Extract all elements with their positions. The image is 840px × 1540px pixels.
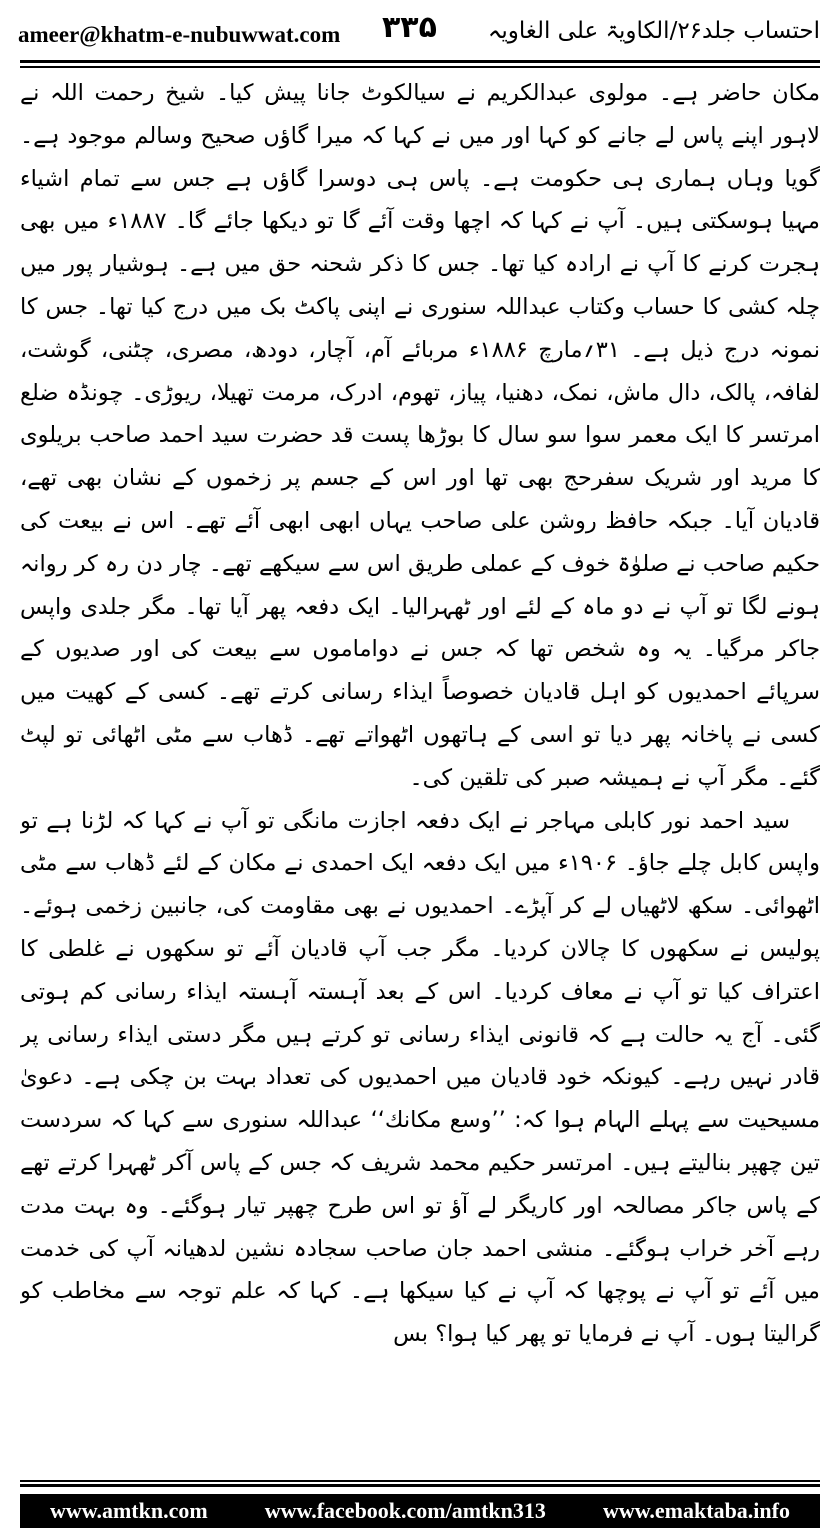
header-email: ameer@khatm-e-nubuwwat.com xyxy=(18,22,341,47)
header-rule xyxy=(20,60,820,63)
footer-rule-thin xyxy=(20,1480,820,1482)
header-rule-thin xyxy=(20,66,820,68)
footer-link-facebook[interactable]: www.facebook.com/amtkn313 xyxy=(264,1498,546,1523)
footer-bar xyxy=(20,1494,820,1528)
paragraph: مکان حاضر ہے۔ مولوی عبدالکریم نے سیالکوٹ جانا پیش کیا۔ شیخ رحمت اللہ نے لاہور اپنے پاس لے جانے کو کہا اور میں نے کہا کہ میرا گاؤں صحیح وسالم موجود ہے۔ گویا وہاں ہماری ہی حکومت ہے۔ پاس ہی دوسرا گاؤں ہے جس سے تمام اشیاء مہیا ہوسکتی ہیں۔ آپ نے کہا کہ اچھا وقت آئے گا تو دیکھا جائے گا۔ ۱۸۸۷ء میں بھی ہجرت کرنے کا آپ نے ارادہ کیا تھا۔ جس کا ذکر شحنہ حق میں ہے۔ ہوشیار پور میں چلہ کشی کا حساب وکتاب عبداللہ سنوری نے اپنی پاکٹ بک میں درج کیا تھا۔ جس کا نمونہ درج ذیل ہے۔ ۳۱؍مارچ ۱۸۸۶ء مربائے آم، آچار، دودھ، مصری، چٹنی، گوشت، لفافہ، پالک، دال ماش، نمک، دھنیا، پیاز، تھوم، ادرک، مرمت تھیلا، ریوڑی۔ چونڈہ ضلع امرتسر کا ایک معمر سوا سو سال کا بوڑھا پست قد حضرت سید احمد صاحب بریلوی کا مرید اور شریک سفرحج بھی تھا اور اس کے جسم پر زخموں کے نشان بھی تھے، قادیان آیا۔ جبکہ حافظ روشن علی صاحب یہاں ابھی ابھی آئے تھے۔ اس نے بیعت کی حکیم صاحب نے صلوٰۃ خوف کے عملی طریق اس سے سیکھے تھے۔ چار دن رہ کر روانہ ہونے لگا تو آپ نے دو ماہ کے لئے اور ٹھہرالیا۔ ایک دفعہ پھر آیا تھا۔ مگر جلدی واپس جاکر مرگیا۔ یہ وہ شخص تھا کہ جس نے دواماموں سے بیعت کی اور صدیوں کے سرپائے احمدیوں کو اہل قادیان خصوصاً ایذاء رسانی کرتے تھے۔ کسی کے کھیت میں کسی نے پاخانہ پھر دیا تو اسی کے ہاتھوں اٹھواتے تھے۔ ڈھاب سے مٹی اٹھائی تو لپٹ گئے۔ مگر آپ نے ہمیشہ صبر کی تلقین کی۔ xyxy=(20,80,820,791)
footer-rule xyxy=(20,1484,820,1487)
book-title: احتساب جلد۲۶/الکاویۃ علی الغاویہ xyxy=(487,18,820,44)
footer-link-emaktaba[interactable]: www.emaktaba.info xyxy=(602,1498,790,1523)
page-number: ۳۳۵ xyxy=(382,10,437,45)
paragraph: سید احمد نور کابلی مہاجر نے ایک دفعہ اجازت مانگی تو آپ نے کہا کہ لڑنا ہے تو واپس کابل چلے جاؤ۔ ۱۹۰۶ء میں ایک دفعہ ایک احمدی نے مکان کے لئے ڈھاب سے مٹی اٹھوائی۔ سکھ لاٹھیاں لے کر آپڑے۔ احمدیوں نے بھی مقاومت کی، جانبین زخمی ہوئے۔ پولیس نے سکھوں کا چالان کردیا۔ مگر جب آپ قادیان آئے تو سکھوں نے غلطی کا اعتراف کیا تو آپ نے معاف کردیا۔ اس کے بعد آہستہ آہستہ ایذاء رسانی کم ہوتی گئی۔ آج یہ حالت ہے کہ قانونی ایذاء رسانی تو کرتے ہیں مگر دستی ایذاء رسانی پر قادر نہیں رہے۔ کیونکہ خود قادیان میں احمدیوں کی تعداد بہت بن چکی ہے۔ دعویٰ مسیحیت سے پہلے الہام ہوا کہ: ’’وسع مکانك‘‘ عبداللہ سنوری سے کہا کہ سردست تین چھپر بنالیتے ہیں۔ امرتسر حکیم محمد شریف کہ جس کے پاس آکر ٹھہرا کرتے تھے کے پاس جاکر مصالحہ اور کاریگر لے آؤ تو اس طرح چھپر تیار ہوگئے۔ وہ بہت مدت رہے آخر خراب ہوگئے۔ منشی احمد جان صاحب سجادہ نشین لدھیانہ آپ کی خدمت میں آئے تو آپ نے پوچھا کہ آپ نے کیا سیکھا ہے۔ کہا کہ علم توجہ سے مخاطب کو گرالیتا ہوں۔ آپ نے فرمایا تو پھر کیا ہوا؟ بس xyxy=(20,807,820,1348)
footer-link-amtkn[interactable]: www.amtkn.com xyxy=(50,1498,208,1523)
main-text xyxy=(20,72,820,1467)
